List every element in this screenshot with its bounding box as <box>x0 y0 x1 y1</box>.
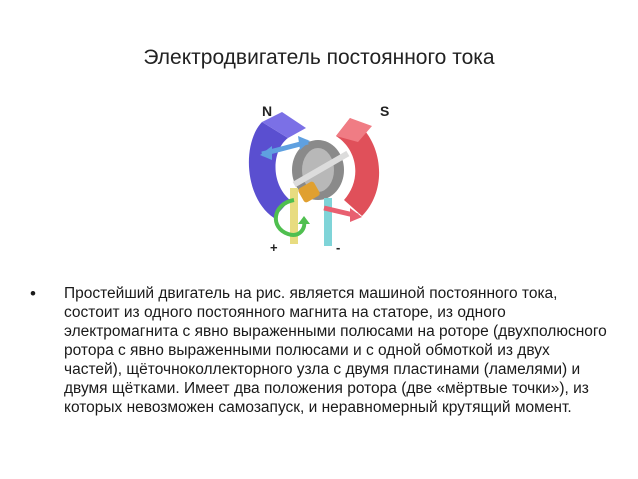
dc-motor-diagram <box>232 88 410 268</box>
bullet-text: Простейший двигатель на рис. является машиной постоянного тока, состоит из одного постоянного магнита на статоре, из одного электромагнита с явно выраженными полюсами на роторе (двухполюсного ротора с явно выраженными полюсами и с одной обмоткой из двух частей), щёточноколлекторного узла с двумя пластинами (ламелями) и двумя щётками. Имеет два положения ротора (две «мёртвые точки»), из которых невозможен самозапуск, и неравномерный крутящий момент. <box>64 285 607 416</box>
bullet-item <box>30 284 610 417</box>
brush-negative <box>324 198 332 246</box>
label-s: S <box>380 103 390 119</box>
slide-title: Электродвигатель постоянного тока <box>143 46 495 69</box>
label-minus: - <box>336 240 341 255</box>
label-plus: + <box>270 240 278 255</box>
label-n: N <box>262 103 273 119</box>
dc-motor-figure <box>232 88 410 268</box>
bullet-marker: • <box>30 284 36 303</box>
